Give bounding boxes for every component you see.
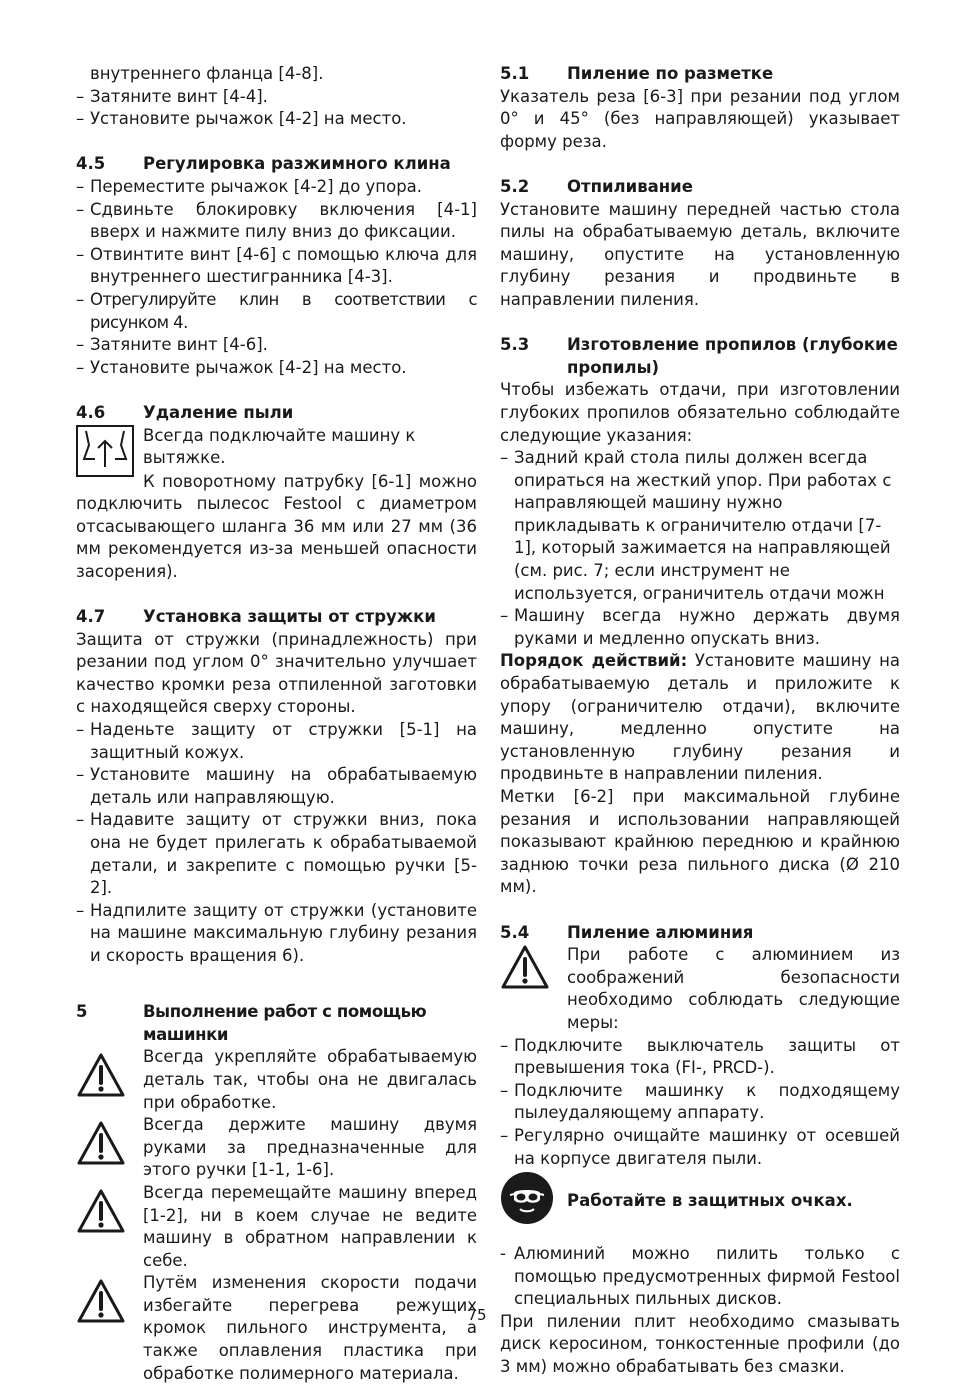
- section-heading-5-4: [500, 922, 900, 945]
- section-heading-5-1: [500, 63, 900, 86]
- warning-row: [500, 944, 900, 1034]
- list-item: – Задний край стола пилы должен всегда опираться на жесткий упор. При работах с направляющей машину нужно прикладывать к ограничителю отдачи [7-1], который зажимается на направляющей (см. рис. 7; если инструмент не используется, ограничитель отдачи можн: [500, 447, 900, 605]
- list-item: – Переместите рычажок [4-2] до упора.: [76, 176, 477, 199]
- list-item: – Сдвиньте блокировку включения [4-1] вверх и нажмите пилу вниз до фиксации.: [76, 199, 477, 244]
- marking-body: Указатель реза [6-3] при резании под углом 0° и 45° (без направляющей) указывает форму реза.: [500, 86, 900, 151]
- section-title: Регулировка разжимного клина: [143, 154, 451, 174]
- left-column: [76, 63, 477, 1385]
- warning-icon: [76, 1272, 143, 1385]
- blade-note: - Алюминий можно пилить только с помощью предусмотренных фирмой Festool специальных пильных дисков.: [500, 1244, 900, 1309]
- warning-text: При работе с алюминием из соображений безопасности необходимо соблюдать следующие меры:: [567, 945, 900, 1032]
- section-number: 5.3: [500, 335, 530, 355]
- intro-line: внутреннего фланца [4-8].: [90, 64, 324, 83]
- section-title: Пиление алюминия: [567, 922, 754, 942]
- warning-text: Всегда укрепляйте обрабатываемую деталь так, чтобы она не двигалась при обработке.: [143, 1047, 477, 1112]
- warning-icon: [76, 1114, 143, 1182]
- procedure-lead: Порядок действий:: [500, 651, 688, 671]
- section-heading-4-6: [76, 402, 477, 425]
- right-column: [500, 63, 900, 1379]
- section-number: 4.6: [76, 402, 106, 422]
- marks-paragraph: Метки [6-2] при максимальной глубине резания и использовании направляющей показывают крайнюю переднюю и крайнюю заднюю точки реза пильного диска (Ø 210 мм).: [500, 787, 900, 897]
- section-4-5-list: [76, 176, 477, 379]
- section-heading-4-5: [76, 153, 477, 176]
- section-number: 5.1: [500, 64, 530, 83]
- cutting-body: Установите машину передней частью стола пилы на обрабатываемую деталь, включите машину, опустите на установленную глубину резания и продвиньте в направлении пиления.: [500, 199, 900, 309]
- dust-body: К поворотному патрубку [6-1] можно подключить пылесос Festool с диаметром отсасывающего шланга 36 мм или 27 мм (36 мм рекомендуется из-за меньшей опасности засорения).: [76, 471, 477, 581]
- warning-icon: [76, 1182, 143, 1272]
- section-5-4-list: [500, 1035, 900, 1171]
- section-heading-4-7: [76, 606, 477, 629]
- page-number: 75: [467, 1306, 487, 1324]
- section-title: Изготовление пропилов (глубокие пропилы): [567, 335, 898, 377]
- procedure-text: Установите машину на обрабатываемую деталь и приложите к упору (ограничителю отдачи), включите машину, медленно опустите на установленную глубину резания и продвиньте в направлении пиления.: [500, 651, 900, 784]
- warning-icon: [76, 1046, 143, 1114]
- list-item: – Надпилите защиту от стружки (установите на машине максимальную глубину резания и скорость вращения 6).: [76, 900, 477, 968]
- section-heading-5-3: [500, 334, 900, 379]
- intro-list: [76, 86, 477, 131]
- dust-extraction-note: [76, 425, 477, 471]
- section-title: Пиление по разметке: [567, 64, 774, 83]
- list-item: – Установите машину на обрабатываемую деталь или направляющую.: [76, 764, 477, 809]
- section-number: 5.4: [500, 922, 530, 942]
- warning-row: [76, 1046, 477, 1114]
- list-item: – Отвинтите винт [4-6] с помощью ключа для внутреннего шестигранника [4-3].: [76, 244, 477, 289]
- plunge-body: Чтобы избежать отдачи, при изготовлении глубоких пропилов обязательно соблюдайте следующие указания:: [500, 380, 900, 445]
- warning-row: [76, 1114, 477, 1182]
- goggles-text: Работайте в защитных очках.: [567, 1190, 853, 1210]
- list-item: – Установите рычажок [4-2] на место.: [76, 108, 477, 131]
- list-item: – Машину всегда нужно держать двумя руками и медленно опускать вниз.: [500, 605, 900, 650]
- section-4-7-list: [76, 719, 477, 968]
- section-number: 4.5: [76, 154, 106, 174]
- list-item: – Наденьте защиту от стружки [5-1] на защитный кожух.: [76, 719, 477, 764]
- section-title: Выполнение работ с помощью машинки: [143, 1002, 427, 1044]
- dust-extraction-icon: [76, 425, 143, 471]
- list-item: – Отрегулируйте клин в соответствии с рисунком 4.: [76, 289, 477, 334]
- section-number: 5: [76, 1002, 88, 1022]
- warning-text: Путём изменения скорости подачи избегайте перегрева режущих кромок пильного инструмента, а также оплавления пластика при обработке полимерного материала.: [143, 1273, 477, 1383]
- section-number: 4.7: [76, 607, 106, 627]
- section-5-3-list: [500, 447, 900, 650]
- list-item: – Установите рычажок [4-2] на место.: [76, 357, 477, 380]
- list-item: – Надавите защиту от стружки вниз, пока она не будет прилегать к обрабатываемой детали, и закрепите с помощью ручки [5-2].: [76, 809, 477, 899]
- section-title: Удаление пыли: [143, 402, 294, 422]
- blade-note-text: Алюминий можно пилить только с помощью предусмотренных фирмой Festool специальных пильных дисков.: [514, 1244, 900, 1309]
- warning-row: [76, 1272, 477, 1385]
- warning-text: Всегда держите машину двумя руками за предназначенные для этого ручки [1-1, 1-6].: [143, 1115, 477, 1180]
- safety-goggles-icon: [500, 1171, 567, 1232]
- section-title: Установка защиты от стружки: [143, 607, 436, 627]
- section-title: Отпиливание: [567, 176, 693, 196]
- list-item: – Подключите машинку к подходящему пылеудаляющему аппарату.: [500, 1080, 900, 1125]
- section-number: 5.2: [500, 176, 530, 196]
- chip-guard-body: Защита от стружки (принадлежность) при резании под углом 0° значительно улучшает качество кромки реза отпиленной заготовки с находящейся сверху стороны.: [76, 629, 477, 717]
- list-item: – Затяните винт [4-4].: [76, 86, 477, 109]
- procedure-paragraph: [500, 650, 900, 786]
- section-heading-5-2: [500, 176, 900, 199]
- plates-note: При пилении плит необходимо смазывать диск керосином, тонкостенные профили (до 3 мм) можно обрабатывать без смазки.: [500, 1311, 900, 1377]
- warning-icon: [500, 944, 567, 1034]
- list-item: – Подключите выключатель защиты от превышения тока (FI-, PRCD-).: [500, 1035, 900, 1080]
- goggles-row: [500, 1170, 900, 1232]
- dust-side-text: Всегда подключайте машину к вытяжке.: [143, 425, 416, 468]
- warning-row: [76, 1182, 477, 1272]
- warning-text: Всегда перемещайте машину вперед [1-2], ни в коем случае не ведите машину в обратном направлении к себе.: [143, 1182, 477, 1270]
- list-item: – Затяните винт [4-6].: [76, 334, 477, 357]
- list-item: – Регулярно очищайте машинку от осевшей на корпусе двигателя пыли.: [500, 1125, 900, 1170]
- section-heading-5: [76, 1001, 477, 1046]
